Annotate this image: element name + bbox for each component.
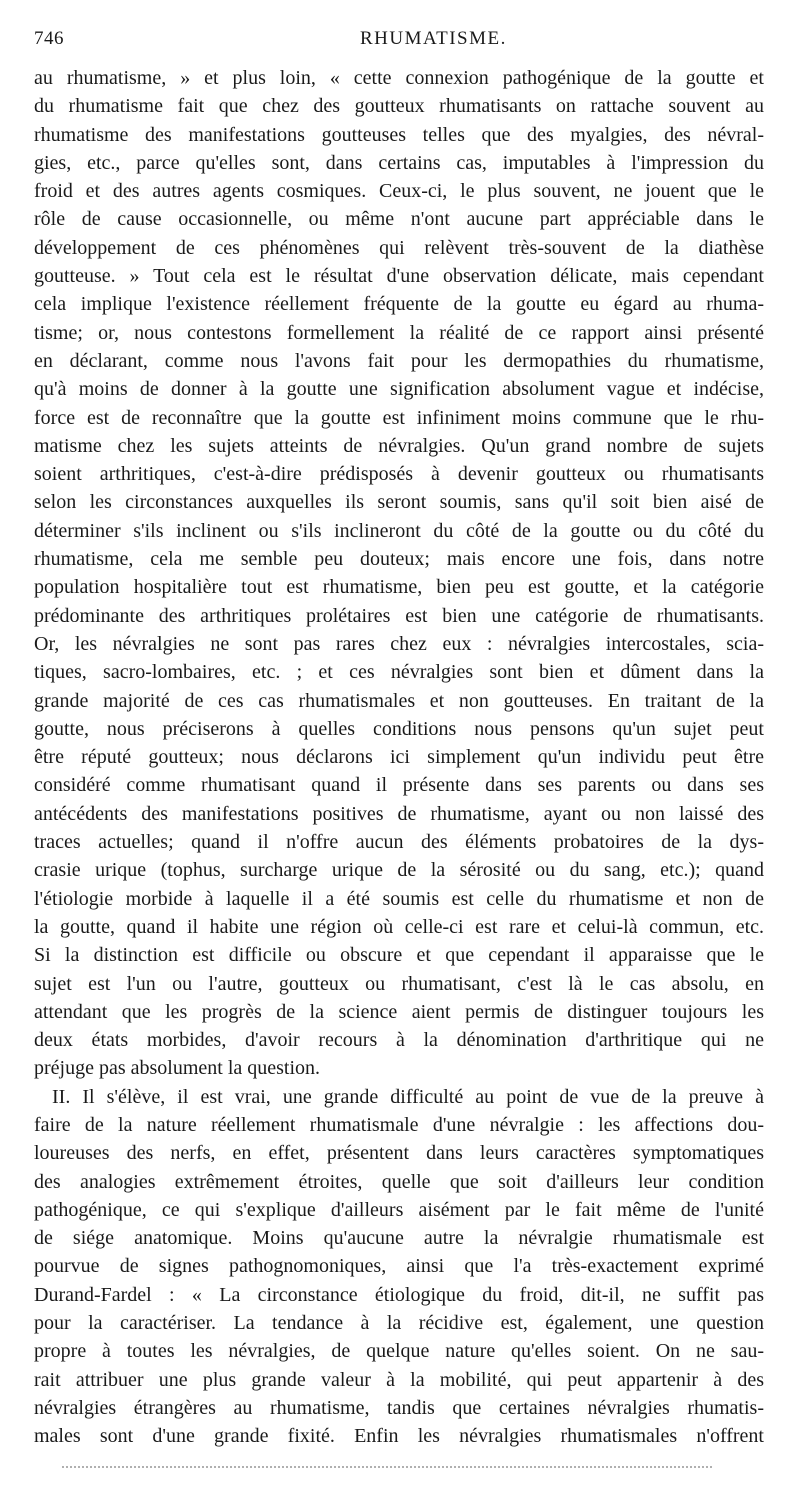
- text-line: pathogénique, ce qui s'explique d'ailleurs aisément par le fait même de l'unité: [34, 1198, 764, 1221]
- text-line: prédominante des arthritiques prolétaires est bien une catégorie de rhumatisants.: [34, 604, 764, 627]
- text-line: développement de ces phénomènes qui relèvent très-souvent de la diathèse: [34, 236, 764, 259]
- text-line: Si la distinction est difficile ou obscure et que cependant il apparaisse que le: [34, 944, 764, 967]
- text-line: rhumatisme des manifestations goutteuses telles que des myalgies, des névral-: [34, 123, 764, 146]
- text-line: tisme; or, nous contestons formellement la réalité de ce rapport ainsi présenté: [34, 321, 764, 344]
- text-line: l'étiologie morbide à laquelle il a été soumis est celle du rhumatisme et non de: [34, 887, 764, 910]
- text-line: population hospitalière tout est rhumatisme, bien peu est goutte, et la catégorie: [34, 576, 764, 599]
- text-line: déterminer s'ils inclinent ou s'ils inclineront du côté de la goutte ou du côté du: [34, 519, 764, 542]
- text-line: traces actuelles; quand il n'offre aucun des éléments probatoires de la dys-: [34, 831, 764, 854]
- page-header: [34, 28, 764, 58]
- text-line: gies, etc., parce qu'elles sont, dans certains cas, imputables à l'impression du: [34, 151, 764, 174]
- text-line: deux états morbides, d'avoir recours à la dénomination d'arthritique qui ne: [34, 1029, 764, 1052]
- running-title: RHUMATISME.: [360, 28, 507, 49]
- text-line: matisme chez les sujets atteints de névralgies. Qu'un grand nombre de sujets: [34, 434, 764, 457]
- text-line: rhumatisme, cela me semble peu douteux; mais encore une fois, dans notre: [34, 548, 764, 571]
- text-line: propre à toutes les névralgies, de quelque nature qu'elles soient. On ne sau-: [34, 1340, 764, 1363]
- text-line: du rhumatisme fait que chez des goutteux rhumatisants on rattache souvent au: [34, 95, 764, 118]
- text-line: antécédents des manifestations positives de rhumatisme, ayant ou non laissé des: [34, 802, 764, 825]
- text-line: faire de la nature réellement rhumatismale d'une névralgie : les affections dou-: [34, 1113, 764, 1136]
- text-line: rôle de cause occasionnelle, ou même n'ont aucune part appréciable dans le: [34, 208, 764, 231]
- text-line: selon les circonstances auxquelles ils seront soumis, sans qu'il soit bien aisé de: [34, 491, 764, 514]
- text-line: tiques, sacro-lombaires, etc. ; et ces névralgies sont bien et dûment dans la: [34, 661, 764, 684]
- text-line: pour la caractériser. La tendance à la récidive est, également, une question: [34, 1312, 764, 1335]
- text-line: préjuge pas absolument la question.: [34, 1057, 321, 1080]
- text-line: des analogies extrêmement étroites, quelle que soit d'ailleurs leur condition: [34, 1170, 764, 1193]
- text-line: loureuses des nerfs, en effet, présentent dans leurs caractères symptomatiques: [34, 1142, 764, 1165]
- text-line: males sont d'une grande fixité. Enfin les névralgies rhumatismales n'offrent: [34, 1425, 764, 1448]
- text-line: sujet est l'un ou l'autre, goutteux ou rhumatisant, c'est là le cas absolu, en: [34, 972, 764, 995]
- page-number: 746: [34, 28, 64, 49]
- text-line: Or, les névralgies ne sont pas rares chez eux : névralgies intercostales, scia-: [34, 632, 764, 655]
- text-line: névralgies étrangères au rhumatisme, tandis que certaines névralgies rhumatis-: [34, 1396, 764, 1419]
- text-line: goutte, nous préciserons à quelles conditions nous pensons qu'un sujet peut: [34, 717, 764, 740]
- text-line: soient arthritiques, c'est-à-dire prédisposés à devenir goutteux ou rhumatisants: [34, 463, 764, 486]
- text-line: être réputé goutteux; nous déclarons ici simplement qu'un individu peut être: [34, 746, 764, 769]
- text-line: en déclarant, comme nous l'avons fait pour les dermopathies du rhumatisme,: [34, 349, 764, 372]
- text-line: au rhumatisme, » et plus loin, « cette connexion pathogénique de la goutte et: [34, 67, 764, 89]
- text-line: goutteuse. » Tout cela est le résultat d'une observation délicate, mais cependant: [34, 265, 764, 288]
- text-line: force est de reconnaître que la goutte est infiniment moins commune que le rhu-: [34, 406, 764, 429]
- text-line: crasie urique (tophus, surcharge urique de la sérosité ou du sang, etc.); quand: [34, 859, 764, 882]
- text-line: Durand-Fardel : « La circonstance étiologique du froid, dit-il, ne suffit pas: [34, 1283, 764, 1306]
- footer-divider: [62, 1466, 712, 1468]
- text-line: rait attribuer une plus grande valeur à la mobilité, qui peut appartenir à des: [34, 1368, 764, 1391]
- text-line: considéré comme rhumatisant quand il présente dans ses parents ou dans ses: [34, 774, 764, 797]
- text-line: pourvue de signes pathognomoniques, ainsi que l'a très-exactement exprimé: [34, 1255, 764, 1278]
- text-line: attendant que les progrès de la science aient permis de distinguer toujours les: [34, 1000, 764, 1023]
- text-line: de siége anatomique. Moins qu'aucune autre la névralgie rhumatismale est: [34, 1227, 764, 1250]
- text-line: grande majorité de ces cas rhumatismales et non goutteuses. En traitant de la: [34, 689, 764, 712]
- text-line: cela implique l'existence réellement fréquente de la goutte eu égard au rhuma-: [34, 293, 764, 316]
- text-line: froid et des autres agents cosmiques. Ceux-ci, le plus souvent, ne jouent que le: [34, 180, 764, 203]
- text-line: la goutte, quand il habite une région où celle-ci est rare et celui-là commun, etc.: [34, 915, 764, 938]
- text-line: II. Il s'élève, il est vrai, une grande difficulté au point de vue de la preuve à: [52, 1085, 764, 1108]
- text-line: qu'à moins de donner à la goutte une signification absolument vague et indécise,: [34, 378, 764, 401]
- body-text: [34, 64, 764, 1451]
